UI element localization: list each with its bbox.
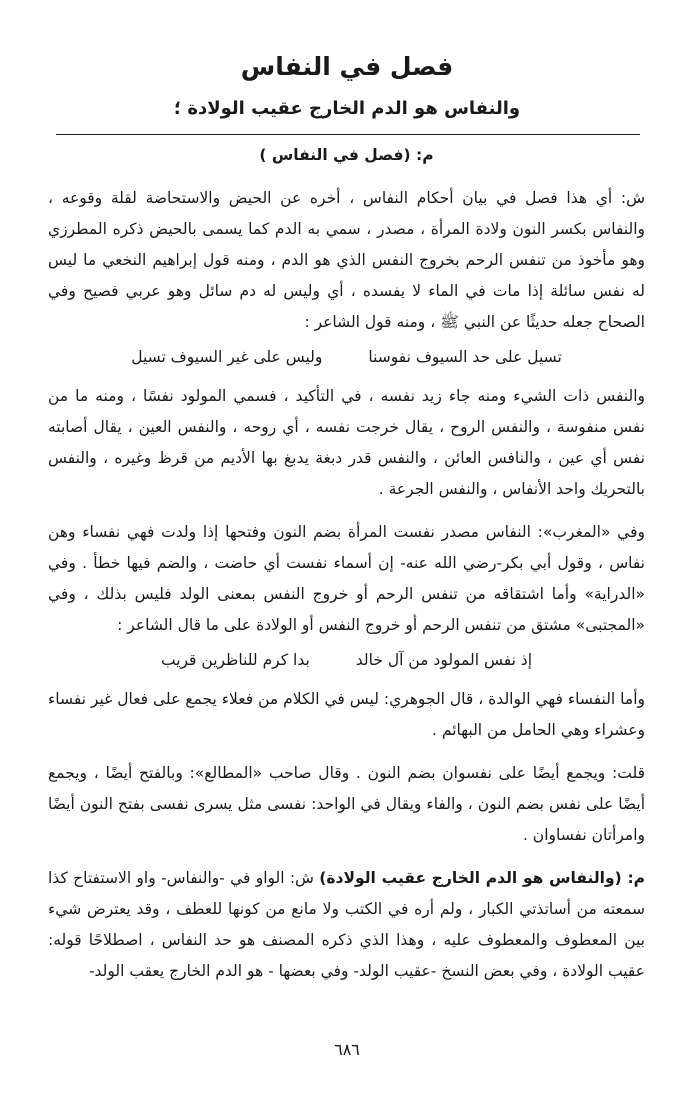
verse-1-first-hemistich: تسيل على حد السيوف نفوسنا — [368, 348, 562, 366]
paragraph-5: قلت: ويجمع أيضًا على نفسوان بضم النون . وقال صاحب «المطالع»: وبالفتح أيضًا ، ويجمع أيضًا على نفس بضم النون ، والفاء ويقال في الواحد: نفسى مثل يسرى نفسى بفتح النون أيضًا وامرأتان نفساوان . — [48, 764, 645, 844]
paragraph-6-matn: م: (والنفاس هو الدم الخارج عقيب الولادة) — [319, 869, 646, 887]
header-divider — [56, 134, 640, 135]
paragraph-4: وأما النفساء فهي الوالدة ، قال الجوهري: ليس في الكلام من فعلاء يجمع على فعال غير نفساء وعشراء وهي الحامل من البهائم . — [48, 690, 645, 739]
paragraph-3: وفي «المغرب»: النفاس مصدر نفست المرأة بضم النون وفتحها إذا ولدت فهي نفساء وهن نفاس ، وقول أبي بكر-رضي الله عنه- إن أسماء نفست أي حاضت ، والضم فيها خطأ . وفي «الدراية» وأما اشتقاقه من تنفس الرحم أو خروج النفس بمعنى الولد فليس بذلك ، وفي «المجتبى» مشتق من تنفس الرحم أو خروج النفس أو الولادة على ما قال الشاعر : — [48, 523, 645, 634]
verse-2-first-hemistich: إذ نفس المولود من آل خالد — [355, 651, 533, 669]
page-title: فصل في النفاس — [240, 52, 454, 81]
paragraph-6 — [48, 863, 645, 987]
page-number: ٦٨٦ — [334, 1040, 360, 1059]
verse-1-second-hemistich: وليس على غير السيوف تسيل — [131, 348, 323, 366]
paragraph-1: ش: أي هذا فصل في بيان أحكام النفاس ، أخره عن الحيض والاستحاضة لقلة وقوعه ، والنفاس بكسر النون ولادة المرأة ، مصدر ، سمي به الدم كما يسمى بالحيض ذكره المطرزي وهو مأخوذ من تنفس الرحم بخروج النفس الذي هو الدم ، ومنه قول إبراهيم النخعي ما ليس له نفس سائلة إذا مات في الماء لا يفسده ، أي وليس له دم سائل وهو عربي فصيح وفي الصحاح جعله حديثًا عن النبي ﷺ ، ومنه قول الشاعر : — [48, 189, 645, 331]
paragraph-2: والنفس ذات الشيء ومنه جاء زيد نفسه ، في التأكيد ، فسمي المولود نفسًا ، ومنه ما من نفس منفوسة ، والنفس الروح ، يقال خرجت نفسه ، أي روحه ، والنفس العين ، يقال أصابته نفس أي عين ، والنافس العائن ، والنفس قدر دبغة يدبغ بها الأديم من قرظ وغيره ، والنفس بالتحريك واحد الأنفاس ، والنفس الجرعة . — [48, 387, 645, 498]
verse-2-second-hemistich: بدا كرم للناظرين قريب — [160, 651, 310, 669]
section-header: م: (فصل في النفاس ) — [259, 146, 434, 164]
document-body — [48, 140, 645, 987]
page-subtitle: والنفاس هو الدم الخارج عقيب الولادة ؛ — [173, 98, 521, 119]
paragraph-6-sharh: ش: الواو في -والنفاس- واو الاستفتاح كذا سمعته من أساتذتي الكبار ، ولم أره في الكتب ولا مانع من كونها للعطف ، وقد يعترض شيء بين المعطوف والمعطوف عليه ، وهذا الذي ذكره المصنف هو حد النفاس ، اصطلاحًا قوله: عقيب الولادة ، وفي بعض النسخ -عقيب الولد- وفي بعضها - هو الدم الخارج يعقب الولد- — [48, 869, 645, 980]
verse-1 — [48, 342, 645, 373]
verse-2 — [48, 645, 645, 676]
